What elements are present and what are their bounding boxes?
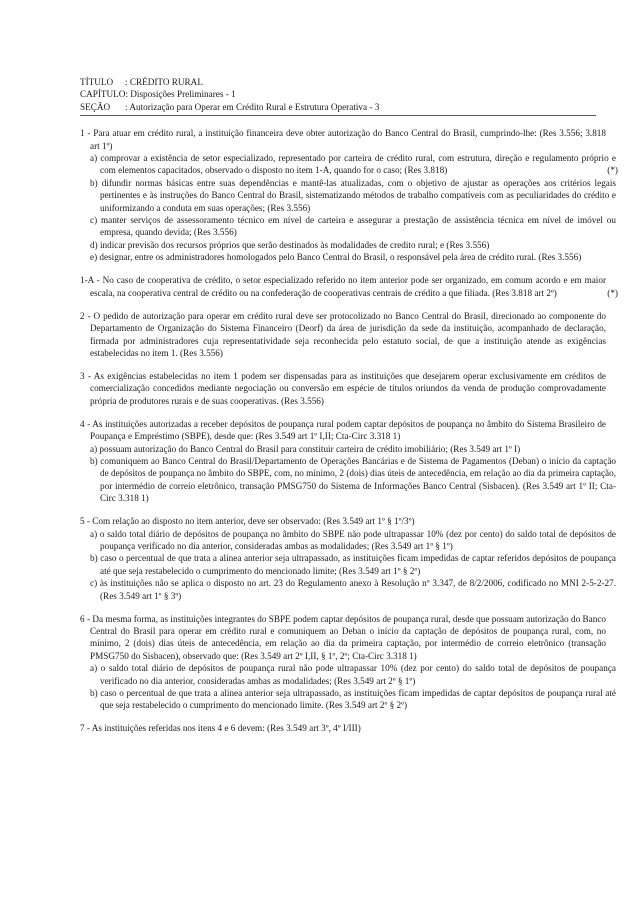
header-section-line	[80, 101, 618, 113]
sub-item	[80, 239, 618, 251]
item-paragraph: 5 - Com relação ao disposto no item anterior, deve ser observado: (Res 3.549 art 1º § 1º/3º)	[80, 516, 415, 527]
list-item	[80, 418, 618, 505]
item-paragraph: 2 - O pedido de autorização para operar em crédito rural deve ser protocolizado no Banco Central do Brasil, direcionado ao componente do Departamento de Organização do Sistema Financeiro (Deorf) da área de jurisdição da sede da instituição, acompanhado de declaração, firmada por administradores cuja representatividade seja reconhecida pelo estatuto social, de que a instituição atende as exigências estabelecidas no item 1. (Res 3.556)	[80, 310, 606, 358]
list-item	[80, 370, 618, 407]
header-title-key: TÍTULO	[80, 77, 114, 87]
sub-item	[80, 687, 618, 712]
header-section-value: : Autorização para Operar em Crédito Rural e Estrutura Operativa - 3	[125, 101, 380, 112]
header-chapter-key: CAPÍTULO	[80, 89, 126, 100]
item-paragraph: 1 - Para atuar em crédito rural, a instituição financeira deve obter autorização do Banco Central do Brasil, cumprindo-lhe: (Res 3.556; 3.818 art 1º)	[80, 128, 606, 151]
sub-item-text: c) manter serviços de assessoramento técnico em nível de carteira e assegurar a prestação de assistência técnica em nível de imóvel ou empresa, quando devida; (Res 3.556)	[90, 215, 616, 238]
sub-item-text: b) comuniquem ao Banco Central do Brasil/Departamento de Operações Bancárias e de Sistema de Pagamentos (Deban) o início da captação de depósitos de poupança no âmbito do SBPE, com, no mínimo, 2 (dois) dias úteis de antecedência, em relação ao dia da primeira captação, por intermédio de correio eletrônico, transação PMSG750 do Sistema de Informações Banco Central (Sisbacen). (Res 3.549 art 1º II; Cta-Circ 3.318 1)	[90, 455, 616, 504]
list-item	[80, 274, 618, 299]
document-page	[80, 76, 618, 745]
sub-item	[80, 214, 618, 239]
sub-item-text: d) indicar previsão dos recursos próprios que serão destinados às modalidades de credito rural; e (Res 3.556)	[90, 239, 490, 250]
list-item	[80, 515, 618, 602]
list-item	[80, 310, 618, 360]
header-title-line	[80, 76, 618, 88]
item-paragraph: 6 - Da mesma forma, as instituições integrantes do SBPE podem captar depósitos de poupança rural, desde que possuam autorização do Banco Central do Brasil para operar em crédito rural e comuniquem ao Deban o início da captação de depósitos de poupança rural, com, no mínimo, 2 (dois) dias úteis de antecedência, em relação ao dia da primeira captação, por intermédio de correio eletrônico (transação PMSG750 do Sisbacen), observado que: (Res 3.549 art 2º I,II, § 1º, 2º; Cta-Circ 3.318 1)	[80, 613, 606, 661]
change-marker: (*)	[607, 287, 618, 298]
item-paragraph: 4 - As instituições autorizadas a receber depósitos de poupança rural podem captar depósitos de poupança no âmbito do Sistema Brasileiro de Poupança e Empréstimo (SBPE), desde que: (Res 3.549 art 1º I,II; Cta-Circ 3.318 1)	[80, 418, 606, 442]
sub-item	[80, 152, 618, 177]
header-divider	[80, 115, 596, 116]
sub-item	[80, 251, 618, 263]
item-paragraph: 7 - As instituições referidas nos itens 4 e 6 devem: (Res 3.549 art 3º, 4º I/III)	[80, 723, 361, 734]
sub-item-text: e) designar, entre os administradores homologados pelo Banco Central do Brasil, o responsável pela área de crédito rural. (Res 3.556)	[90, 252, 582, 263]
sub-item	[80, 552, 618, 577]
item-paragraph: 1-A - No caso de cooperativa de crédito, o setor especializado referido no item anterior pode ser organizado, em comum acordo e em maior escala, na cooperativa central de crédito ou na confederação de cooperativas centrais de crédito a que filiada. (Res 3.818 art 2º)	[80, 275, 606, 298]
sub-item	[80, 662, 618, 687]
sub-item	[80, 528, 618, 553]
sub-item-text: b) caso o percentual de que trata a alínea anterior seja ultrapassado, as instituições ficam impedidas de captar depósitos de poupança rural até que seja restabelecido o cumprimento do mencionado limite. (Res 3.549 art 2º § 2º)	[90, 688, 616, 711]
sub-item-text: a) comprovar a existência de setor especializado, representado por carteira de crédito rural, com estrutura, direção e regulamento próprio e com elementos capacitados, observado o disposto no item 1-A, quando for o caso; (Res 3.818)	[90, 153, 616, 176]
sub-item	[80, 177, 618, 214]
sub-item-text: a) o saldo total diário de depósitos de poupança rural não pode ultrapassar 10% (dez por cento) do saldo total de depósitos de poupança verificado no dia anterior, consideradas ambas as modalidades; (Res 3.549 art 2º § 1º)	[90, 663, 616, 686]
header-chapter-line	[80, 88, 618, 100]
sub-item	[80, 443, 618, 455]
sub-item	[80, 577, 618, 602]
sub-item-text: b) difundir normas básicas entre suas dependências e mantê-las atualizadas, com o objetivo de ajustar as operações aos critérios legais pertinentes e às instruções do Banco Central do Brasil, sistematizando métodos de trabalho compatíveis com as peculiaridades do crédito e uniformizando a conduta em suas operações; (Res 3.556)	[90, 177, 616, 213]
item-paragraph: 3 - As exigências estabelecidas no item 1 podem ser dispensadas para as instituições que desejarem operar exclusivamente em créditos de comercialização concedidos mediante negociação ou conversão em espécie de títulos oriundos da venda de produção comprovadamente própria de produtores rurais e de suas cooperativas. (Res 3.556)	[80, 370, 606, 406]
header-section-key: SEÇÃO	[80, 101, 111, 112]
header-title-value: : CRÉDITO RURAL	[125, 77, 203, 87]
header-chapter-value: : Disposições Preliminares - 1	[125, 89, 236, 100]
change-marker: (*)	[607, 165, 618, 176]
list-item	[80, 127, 618, 263]
items-list	[80, 127, 618, 735]
sub-item-text: a) possuam autorização do Banco Central do Brasil para constituir carteira de crédito imobiliário; (Res 3.549 art 1º I)	[90, 443, 521, 454]
sub-item	[80, 455, 618, 505]
sub-item-text: b) caso o percentual de que trata a alínea anterior seja ultrapassado, as instituições ficam impedidas de captar referidos depósitos de poupança até que seja restabelecido o cumprimento do mencionado limite; (Res 3.549 art 1º § 2º)	[90, 553, 616, 576]
sub-item-text: a) o saldo total diário de depósitos de poupança no âmbito do SBPE não pode ultrapassar 10% (dez por cento) do saldo total de depósitos de poupança verificado no dia anterior, consideradas ambas as modalidades; (Res 3.549 art 1º § 1º)	[90, 528, 616, 551]
list-item	[80, 722, 618, 734]
sub-item-text: c) às instituições não se aplica o disposto no art. 23 do Regulamento anexo à Resolução nº 3.347, de 8/2/2006, codificado no MNI 2-5-2-27. (Res 3.549 art 1º § 3º)	[90, 578, 616, 601]
list-item	[80, 613, 618, 712]
